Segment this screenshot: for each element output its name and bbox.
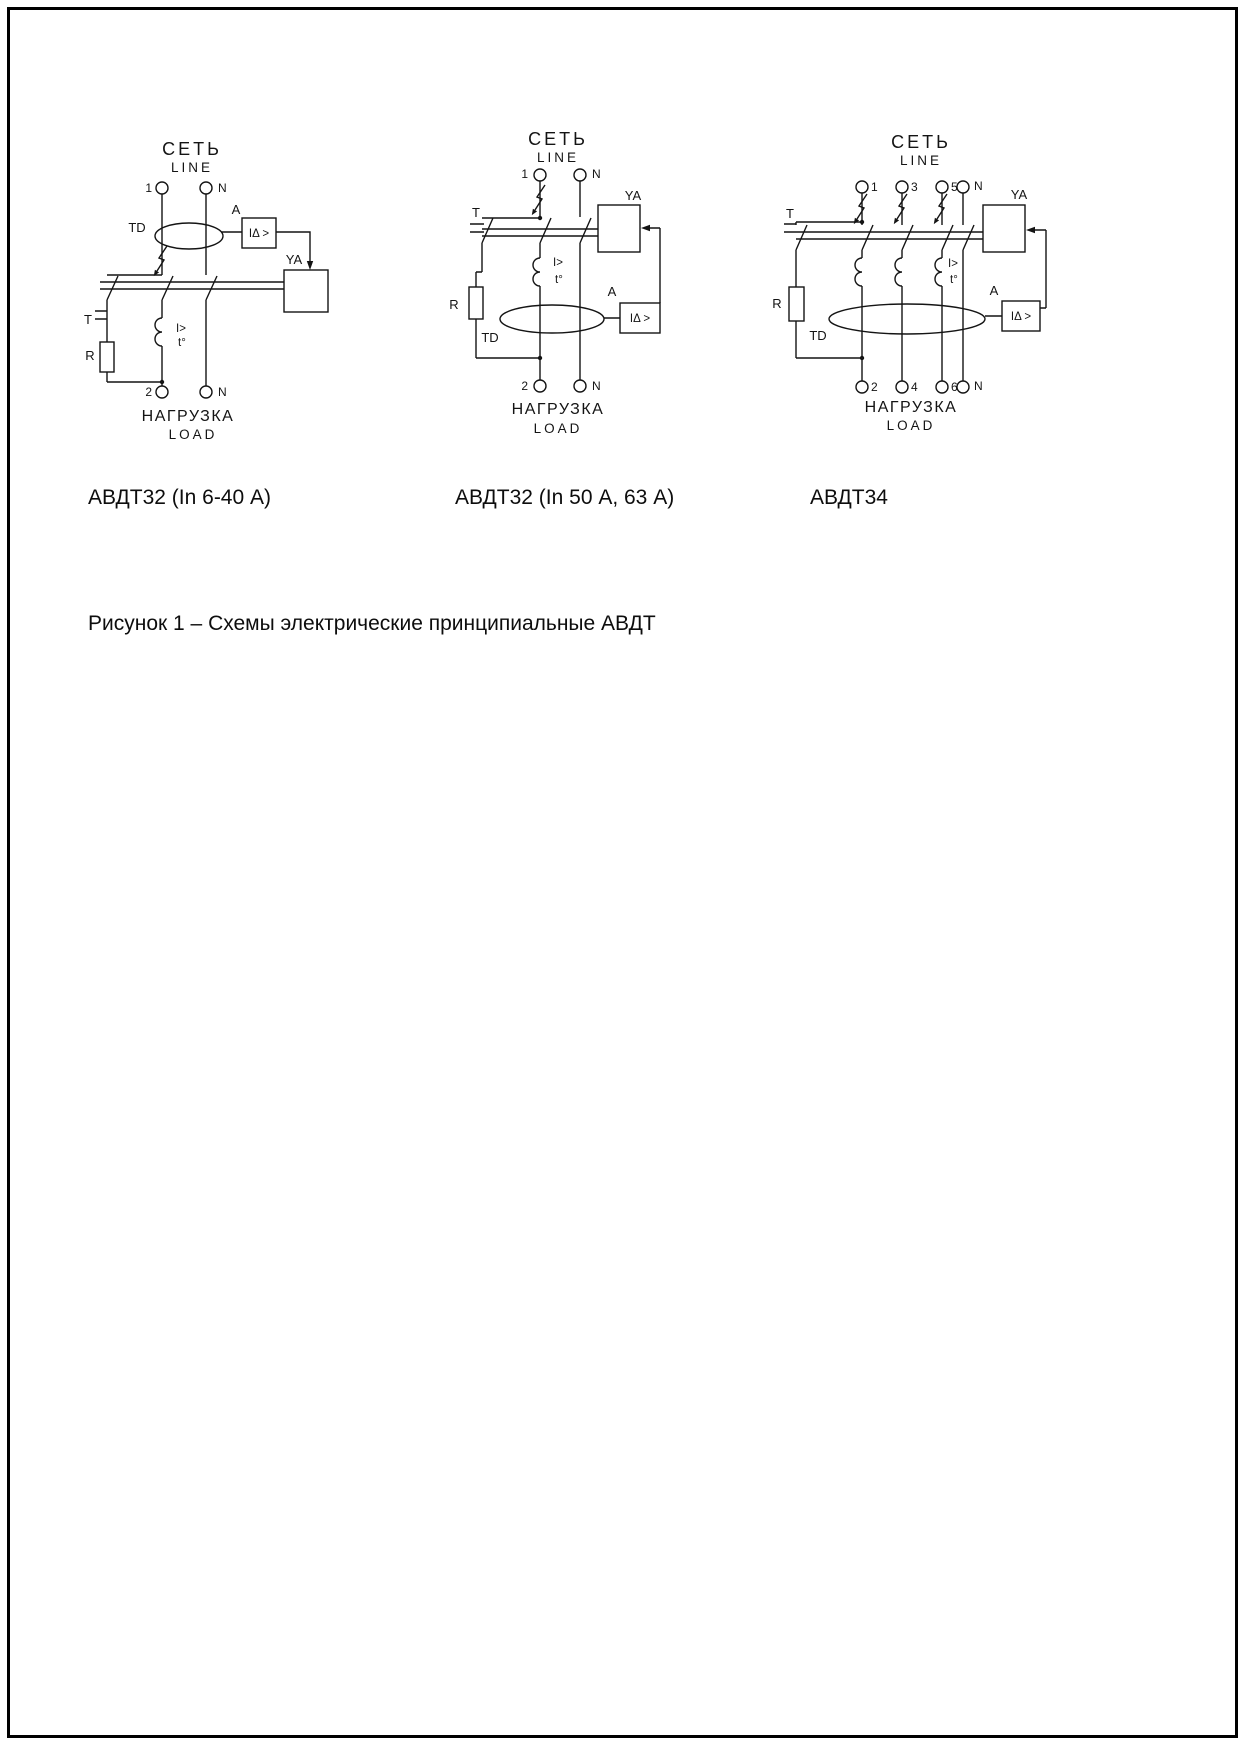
diagram-caption-avdt34: АВДТ34: [810, 486, 888, 509]
load-en-label: LOAD: [168, 427, 218, 442]
terminal-circle: [957, 181, 969, 193]
release-flash-icon: [854, 194, 867, 224]
ya-label: YA: [285, 252, 303, 267]
terminal-circle: [957, 381, 969, 393]
terminal-label: N: [218, 385, 227, 399]
terminal-circle: [856, 381, 868, 393]
thermal-release-icon: [935, 258, 942, 286]
terminal-label: 5: [951, 180, 958, 194]
ia-label: IΔ >: [629, 313, 651, 325]
schematic-avdt32-50-63: [440, 120, 710, 450]
i-over-label: I>: [176, 323, 186, 335]
td-label: TD: [481, 330, 499, 345]
net-label: СЕТЬ: [162, 139, 222, 159]
trip-coil-box: [598, 205, 640, 252]
t-label: T: [84, 312, 92, 327]
td-label: TD: [809, 328, 827, 343]
ia-label: IΔ >: [248, 228, 270, 240]
load-ru-label: НАГРУЗКА: [511, 401, 605, 418]
terminal-circle: [936, 381, 948, 393]
td-toroid-icon: [155, 223, 223, 249]
release-flash-icon: [894, 194, 907, 224]
i-over-label: I>: [948, 258, 958, 270]
net-label: СЕТЬ: [528, 129, 588, 149]
terminal-label: 2: [145, 385, 152, 399]
td-toroid-icon: [829, 304, 985, 334]
junction-dot: [538, 356, 542, 360]
terminal-label: N: [974, 379, 983, 393]
line-label: LINE: [170, 160, 214, 175]
release-flash-icon: [154, 246, 167, 276]
terminal-label: 1: [871, 180, 878, 194]
terminal-label: N: [974, 179, 983, 193]
t-deg-label: t°: [555, 274, 563, 286]
terminal-label: N: [592, 167, 601, 181]
thermal-release-icon: [533, 258, 540, 286]
terminal-label: 1: [521, 167, 528, 181]
terminal-circle: [534, 169, 546, 181]
thermal-release-icon: [855, 258, 862, 286]
a-label: A: [989, 283, 999, 298]
wires: [95, 194, 310, 386]
terminal-label: 3: [911, 180, 918, 194]
terminal-label: 6: [951, 380, 958, 394]
junction-dot: [860, 356, 864, 360]
td-label: TD: [128, 220, 146, 235]
ya-label: YA: [624, 188, 642, 203]
i-over-label: I>: [553, 257, 563, 269]
test-resistor: [789, 287, 804, 321]
td-toroid-icon: [500, 305, 604, 333]
terminal-circle: [156, 386, 168, 398]
line-label: LINE: [899, 153, 943, 168]
schematic-avdt34: [765, 118, 1085, 453]
r-label: R: [85, 348, 95, 363]
diagram-caption-avdt32-50-63: АВДТ32 (In 50 А, 63 А): [455, 486, 675, 509]
figure-caption: Рисунок 1 – Схемы электрические принципиальные АВДТ: [88, 612, 656, 635]
junction-dot: [860, 220, 864, 224]
terminal-label: 4: [911, 380, 918, 394]
load-en-label: LOAD: [533, 421, 583, 436]
r-label: R: [449, 297, 459, 312]
terminal-label: 2: [871, 380, 878, 394]
terminal-circle: [936, 181, 948, 193]
terminal-circle: [200, 182, 212, 194]
thermal-release-icon: [895, 258, 902, 286]
ya-label: YA: [1010, 187, 1028, 202]
t-label: T: [472, 205, 480, 220]
t-label: T: [786, 206, 794, 221]
diagram-caption-avdt32-6-40: АВДТ32 (In 6-40 А): [88, 486, 272, 509]
terminal-circle: [896, 181, 908, 193]
junction-dot: [160, 380, 164, 384]
terminal-circle: [156, 182, 168, 194]
terminal-circle: [574, 380, 586, 392]
arrowhead-icon: [307, 261, 313, 270]
terminal-label: 2: [521, 379, 528, 393]
line-label: LINE: [536, 150, 580, 165]
terminal-circle: [856, 181, 868, 193]
a-label: A: [607, 284, 617, 299]
terminal-circle: [534, 380, 546, 392]
net-label: СЕТЬ: [891, 132, 951, 152]
t-deg-label: t°: [178, 337, 186, 349]
schematic-avdt32-6-40: [82, 132, 352, 462]
test-resistor: [100, 342, 114, 372]
release-flash-icon: [934, 194, 947, 224]
load-en-label: LOAD: [886, 418, 936, 433]
release-flash-icon: [532, 185, 545, 215]
terminal-circle: [574, 169, 586, 181]
arrowhead-icon: [641, 225, 650, 231]
test-resistor: [469, 287, 483, 319]
trip-coil-box: [983, 205, 1025, 252]
arrowhead-icon: [1026, 227, 1035, 233]
t-deg-label: t°: [950, 274, 958, 286]
junction-dot: [538, 216, 542, 220]
terminal-label: 1: [145, 181, 152, 195]
terminal-label: N: [218, 181, 227, 195]
r-label: R: [772, 296, 782, 311]
terminal-circle: [200, 386, 212, 398]
trip-coil-box: [284, 270, 328, 312]
load-ru-label: НАГРУЗКА: [864, 399, 958, 416]
a-label: A: [231, 202, 241, 217]
terminal-label: N: [592, 379, 601, 393]
thermal-release-icon: [155, 318, 162, 346]
terminal-circle: [896, 381, 908, 393]
ia-label: IΔ >: [1010, 311, 1032, 323]
load-ru-label: НАГРУЗКА: [141, 408, 235, 425]
